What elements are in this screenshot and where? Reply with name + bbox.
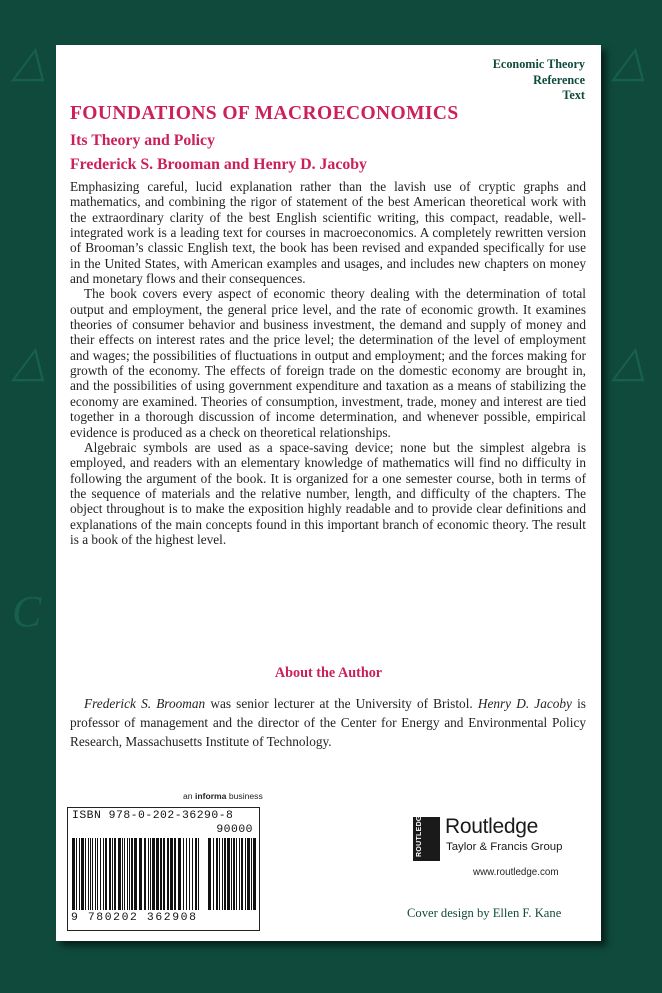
informa-brand: informa [194, 791, 227, 801]
book-authors: Frederick S. Brooman and Henry D. Jacoby [70, 156, 367, 173]
book-subtitle: Its Theory and Policy [70, 132, 215, 149]
routledge-logo-text: ROUTLEDGE [416, 810, 423, 857]
series-line: Reference [533, 72, 585, 87]
ean-barcode-bars [72, 838, 202, 910]
about-author-text [70, 695, 586, 751]
cover-design-credit: Cover design by Ellen F. Kane [407, 906, 562, 920]
barcode [67, 807, 260, 931]
price-code: 90000 [216, 824, 253, 836]
series-label [493, 57, 585, 104]
author1-name: Frederick S. Brooman [84, 696, 206, 711]
background-pattern: △ [12, 37, 46, 86]
description-paragraph: Algebraic symbols are used as a space-saving device; none but the simplest algebra is employed, and readers with an elementary knowledge of mathematics will find no difficulty in following the argument of the book. It is organized for a one semester course, both in terms of the sequence of materials and the relative number, length, and difficulty of the chapters. The object throughout is to make the exposition highly readable and to provide clear definitions and explanations of the main concepts found in this important branch of economic theory. The result is a book of the highest level. [70, 439, 586, 547]
author2-name: Henry D. Jacoby [477, 696, 572, 711]
addon-barcode-bars [208, 838, 256, 910]
about-author-heading: About the Author [274, 665, 383, 681]
publisher-name: Routledge [445, 815, 539, 838]
background-pattern: △ [612, 37, 646, 86]
series-line: Economic Theory [492, 57, 585, 71]
informa-business-label: an informa business [183, 791, 263, 801]
back-cover-panel [56, 45, 601, 941]
publisher-website: www.routledge.com [473, 867, 559, 878]
description [70, 179, 586, 547]
series-line: Text [562, 88, 585, 102]
isbn-label: ISBN 978-0-202-36290-8 [72, 810, 234, 822]
ean-digits: 9 780202 362908 [71, 912, 198, 924]
author1-bio: was senior lecturer at the University of Bristol. [205, 696, 478, 711]
background-pattern: △ [612, 337, 646, 386]
routledge-logo-mark [413, 810, 440, 861]
publisher-group: Taylor & Francis Group [446, 841, 563, 853]
author2-bio: is professor of management and the director of the Center for Energy and Environmental Policy Research, Massachusetts Institute of Technology. [70, 696, 586, 749]
book-title: FOUNDATIONS OF MACROECONOMICS [70, 103, 459, 124]
description-paragraph: The book covers every aspect of economic theory dealing with the determination of total output and employment, the general price level, and the rate of economic growth. It examines theories of consumer behavior and business investment, the demand and supply of money and their effects on interest rates and the price level; the determination of the level of employment and wages; the possibilities of fluctuations in output and employment; and the forces making for growth of the economy. The effects of foreign trade on the domestic economy are brought in, and the possibilities of using government expenditure and taxation as a means of stabilizing the economy are examined. Theories of consumption, investment, trade, money and interest are tied together in a thorough discussion of income determination, and whenever possible, empirical evidence is produced as a check on theoretical relationships. [70, 286, 586, 440]
description-paragraph: Emphasizing careful, lucid explanation rather than the lavish use of cryptic graphs and mathematics, and combining the rigor of statement of the best American theoretical work with the extraordinary clarity of the best English scientific writing, this compact, readable, well-integrated work is a leading text for courses in macroeconomics. A completely rewritten version of Brooman’s classic English text, the book has been revised and expanded specifically for use in the United States, with American examples and usages, and includes new chapters on money and monetary flows and their consequences. [70, 179, 586, 287]
background-pattern: C [12, 587, 42, 636]
background-pattern: △ [12, 337, 46, 386]
